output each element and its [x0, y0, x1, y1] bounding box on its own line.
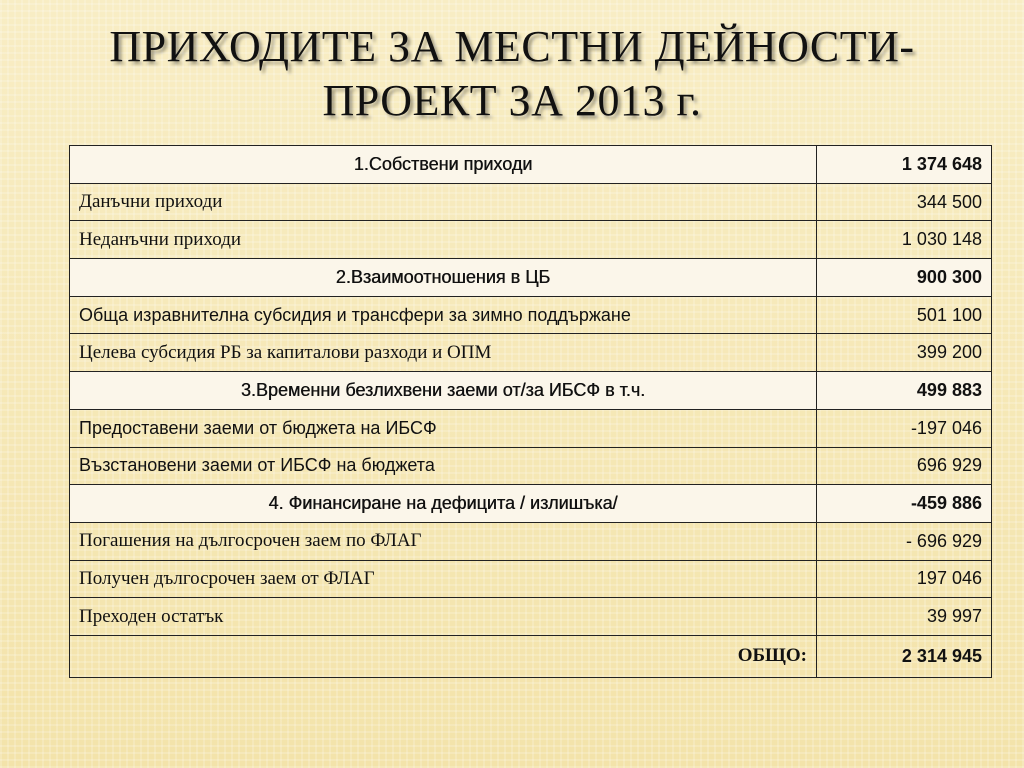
row-label: Данъчни приходи — [70, 183, 817, 221]
row-label: Преходен остатък — [70, 598, 817, 636]
table-row-non-tax-revenue — [70, 221, 992, 259]
table-row-tax-revenue — [70, 183, 992, 221]
table-row-deficit-financing — [70, 485, 992, 523]
row-value: -197 046 — [817, 409, 992, 447]
table-row-interest-free-loans — [70, 372, 992, 410]
slide-title-line-2: ПРОЕКТ ЗА 2013 г. — [322, 76, 702, 125]
table-row-flag-repayment — [70, 522, 992, 560]
row-label: Възстановени заеми от ИБСФ на бюджета — [70, 447, 817, 485]
row-value: 1 374 648 — [817, 146, 992, 184]
row-label: Целева субсидия РБ за капиталови разходи и ОПМ — [70, 334, 817, 372]
row-label: 3.Временни безлихвени заеми от/за ИБСФ в т.ч. — [70, 372, 817, 410]
row-value: 696 929 — [817, 447, 992, 485]
row-label: Погашения на дългосрочен заем по ФЛАГ — [70, 522, 817, 560]
table-row-total — [70, 635, 992, 677]
row-label: 1.Собствени приходи — [70, 146, 817, 184]
row-value: 501 100 — [817, 296, 992, 334]
table-row-loans-provided — [70, 409, 992, 447]
table-row-loans-restored — [70, 447, 992, 485]
table-row-central-budget — [70, 259, 992, 297]
row-label: 4. Финансиране на дефицита / излишъка/ — [70, 485, 817, 523]
total-label: ОБЩО: — [70, 635, 817, 677]
row-label: Обща изравнителна субсидия и трансфери за зимно поддържане — [70, 296, 817, 334]
row-value: 1 030 148 — [817, 221, 992, 259]
table-row-flag-loan-received — [70, 560, 992, 598]
row-label: Получен дългосрочен заем от ФЛАГ — [70, 560, 817, 598]
row-value: 344 500 — [817, 183, 992, 221]
row-value: 197 046 — [817, 560, 992, 598]
row-value: 499 883 — [817, 372, 992, 410]
table-row-carryover-balance — [70, 598, 992, 636]
row-value: 399 200 — [817, 334, 992, 372]
revenue-table — [69, 145, 992, 678]
row-label: Предоставени заеми от бюджета на ИБСФ — [70, 409, 817, 447]
row-label: Неданъчни приходи — [70, 221, 817, 259]
row-label: 2.Взаимоотношения в ЦБ — [70, 259, 817, 297]
row-value: -459 886 — [817, 485, 992, 523]
total-value: 2 314 945 — [817, 635, 992, 677]
table-row-own-revenue — [70, 146, 992, 184]
slide-title-line-1: ПРИХОДИТЕ ЗА МЕСТНИ ДЕЙНОСТИ- — [109, 22, 915, 71]
slide-title — [0, 20, 1024, 128]
row-value: 39 997 — [817, 598, 992, 636]
table-row-target-subsidy — [70, 334, 992, 372]
row-value: - 696 929 — [817, 522, 992, 560]
table-row-equalization-subsidy — [70, 296, 992, 334]
row-value: 900 300 — [817, 259, 992, 297]
